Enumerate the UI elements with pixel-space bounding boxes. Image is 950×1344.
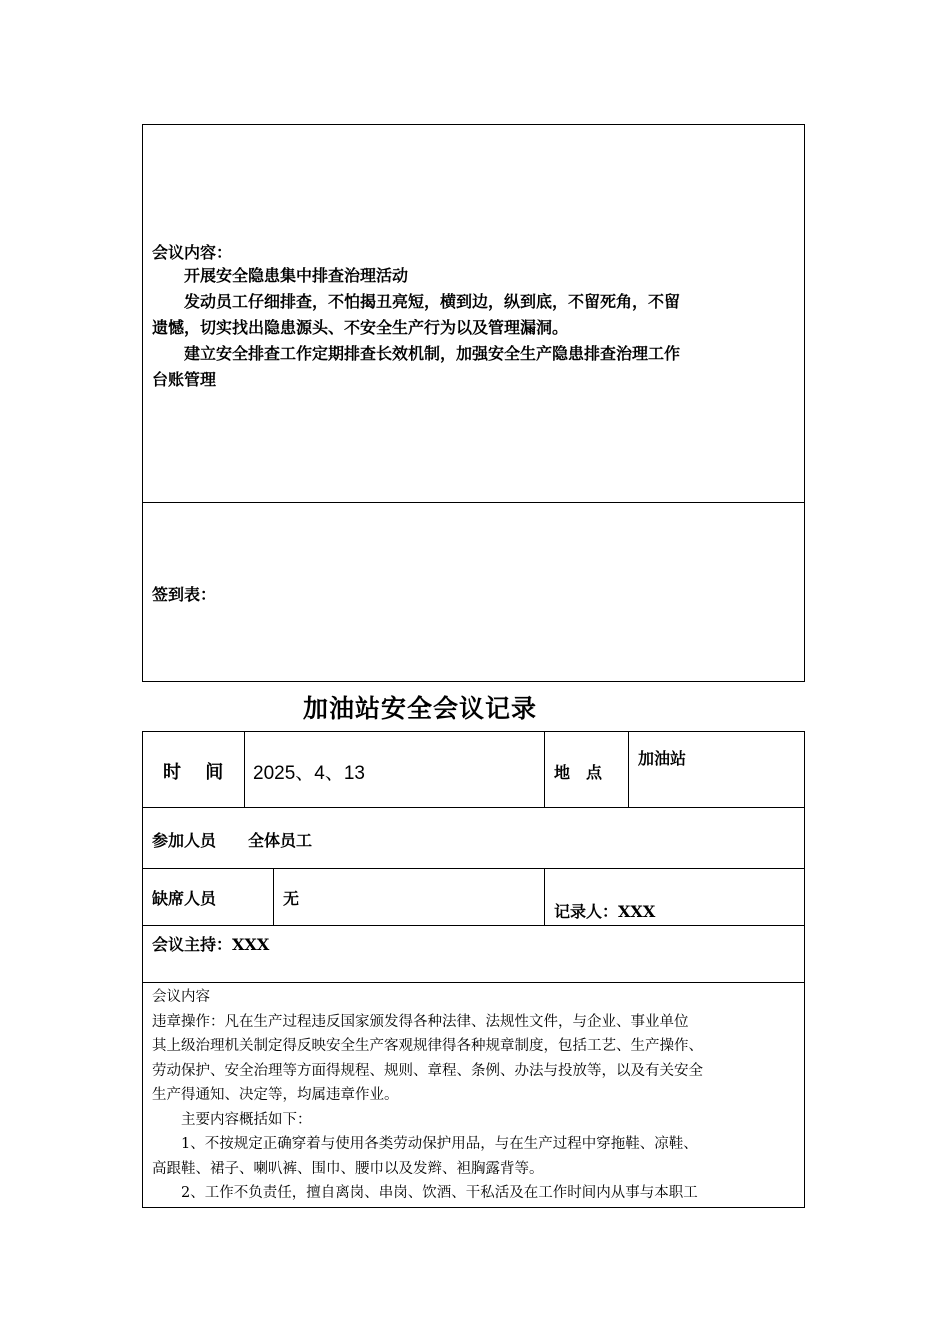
upper-content-label: 会议内容：	[152, 243, 233, 262]
meeting-content-line: 高跟鞋、裙子、喇叭裤、围巾、腰巾以及发辫、袒胸露背等。	[152, 1160, 544, 1177]
col-divider	[244, 731, 245, 808]
meeting-content-line: 2、工作不负责任，擅自离岗、串岗、饮酒、干私活及在工作时间内从事与本职工	[181, 1185, 698, 1201]
absent-label: 缺席人员	[152, 889, 217, 908]
place-label: 地 点	[554, 763, 603, 782]
recorder-label: 记录人：XXX	[554, 902, 656, 921]
col-divider	[628, 731, 629, 808]
attendees-label: 参加人员	[152, 831, 217, 850]
upper-content-text	[152, 263, 792, 393]
place-value: 加油站	[638, 749, 687, 768]
meeting-content-line: 违章操作：凡在生产过程违反国家颁发得各种法律、法规性文件，与企业、事业单位	[152, 1013, 689, 1030]
upper-content-line: 台账管理	[152, 370, 217, 389]
col-divider	[273, 868, 274, 926]
absent-value: 无	[283, 889, 300, 908]
row-divider	[142, 807, 805, 808]
meeting-content-line: 生产得通知、决定等，均属违章作业。	[152, 1087, 399, 1103]
upper-content-line: 遗憾，切实找出隐患源头、不安全生产行为以及管理漏洞。	[152, 318, 569, 337]
row-divider	[142, 982, 805, 983]
col-divider	[544, 731, 545, 808]
row-divider	[142, 925, 805, 926]
time-label: 时 间	[163, 762, 224, 783]
upper-content-line: 发动员工仔细排查，不怕揭丑亮短，横到边，纵到底，不留死角，不留	[184, 292, 681, 311]
meeting-content-title: 会议内容	[152, 989, 210, 1005]
meeting-content-line: 其上级治理机关制定得反映安全生产客观规律得各种规章制度，包括工艺、生产操作、	[152, 1038, 703, 1054]
meeting-content	[152, 985, 800, 1206]
signin-label: 签到表：	[152, 585, 217, 604]
meeting-content-line: 主要内容概括如下：	[181, 1111, 312, 1128]
upper-content-line: 建立安全排查工作定期排查长效机制，加强安全生产隐患排查治理工作	[184, 344, 681, 363]
row-divider	[142, 868, 805, 869]
meeting-content-line: 1、不按规定正确穿着与使用各类劳动保护用品，与在生产过程中穿拖鞋、凉鞋、	[181, 1136, 698, 1152]
col-divider	[544, 868, 545, 926]
upper-section-divider	[142, 502, 805, 503]
upper-section-frame	[142, 124, 805, 682]
page-title: 加油站安全会议记录	[303, 694, 538, 723]
meeting-content-line: 劳动保护、安全治理等方面得规程、规则、章程、条例、办法与投放等，以及有关安全	[152, 1062, 703, 1079]
host-label: 会议主持：XXX	[152, 935, 270, 954]
attendees-value: 全体员工	[248, 831, 313, 850]
upper-content-line: 开展安全隐患集中排查治理活动	[184, 266, 409, 285]
time-value: 2025、4、13	[253, 763, 365, 784]
